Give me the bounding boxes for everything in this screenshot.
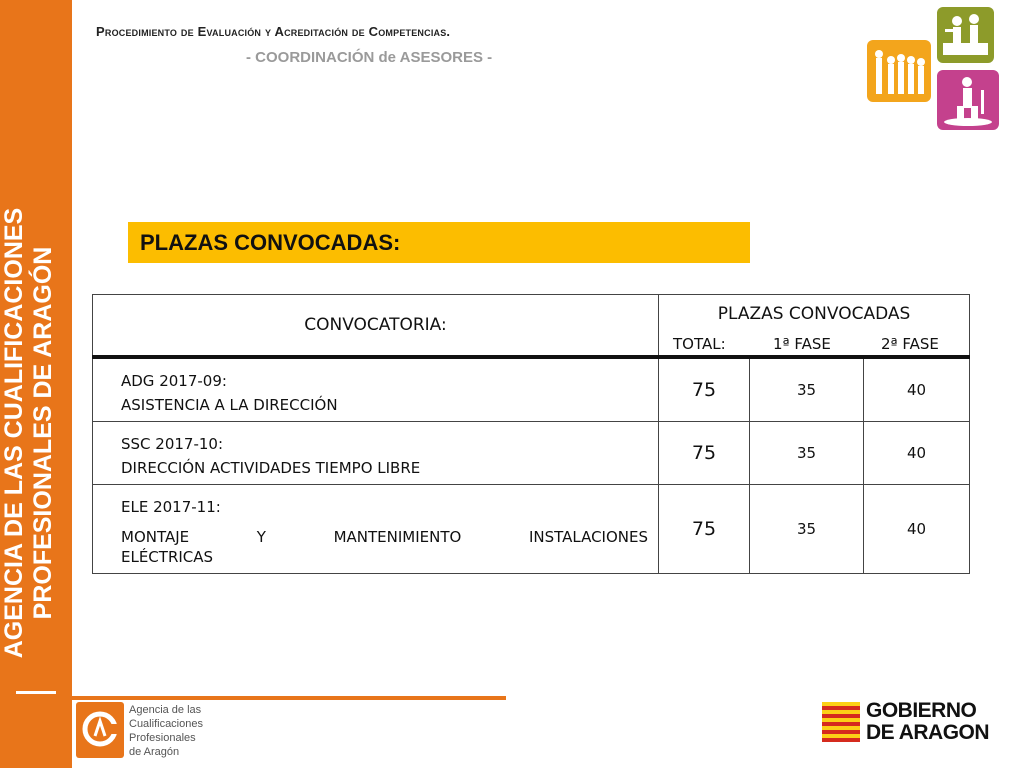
agency-line: de Aragón [129,746,180,758]
people-crowd-icon [867,40,931,102]
sidebar-title-line2: PROFESIONALES DE ARAGÓN [29,246,57,620]
fase1-value: 35 [750,422,864,485]
agency-line: Cualificaciones [129,718,203,730]
convocatoria-cell [93,485,659,574]
people-group-icon [937,7,994,63]
convocatoria-desc: ELÉCTRICAS [121,548,214,566]
agency-line: Agencia de las [129,704,202,716]
header-total: TOTAL: [673,335,726,353]
page-subtitle: - COORDINACIÓN de ASESORES - [246,49,493,66]
convocatoria-desc-main: MONTAJE Y MANTENIMIENTO INSTALACIONES [121,528,648,546]
convocatoria-code: ADG 2017-09: [121,372,227,390]
convocatoria-cell [93,357,659,422]
sidebar-vertical-title [0,173,72,693]
gobierno-line2: DE ARAGON [866,721,990,744]
page-title: Procedimiento de Evaluación y Acreditación de Competencias. [96,24,451,39]
fase1-value: 35 [750,485,864,574]
footer-divider [72,696,506,700]
convocatoria-desc: DIRECCIÓN ACTIVIDADES TIEMPO LIBRE [121,459,421,477]
aragon-flag-icon [822,702,860,742]
table-row [93,485,970,574]
fase1-value: 35 [750,357,864,422]
table-row [93,422,970,485]
sidebar-tick [16,691,56,694]
total-value: 75 [659,485,750,574]
convocatoria-code: ELE 2017-11: [121,498,221,516]
sidebar-title-line1: AGENCIA DE LAS CUALIFICACIONES [0,207,28,659]
fase2-value: 40 [864,485,970,574]
convocatoria-desc: ASISTENCIA A LA DIRECCIÓN [121,396,338,414]
fase2-value: 40 [864,357,970,422]
header-plazas-convocadas [659,295,970,358]
fase2-value: 40 [864,422,970,485]
agency-logo-text [129,703,203,759]
agency-line: Profesionales [129,732,196,744]
sidebar [0,0,72,768]
table-row [93,357,970,422]
section-title: PLAZAS CONVOCADAS: [140,230,401,255]
total-value: 75 [659,422,750,485]
plazas-table [92,294,970,574]
header-fase1: 1ª FASE [773,335,831,353]
header-fase2: 2ª FASE [881,335,939,353]
header-plazas-label: PLAZAS CONVOCADAS [717,304,911,324]
convocatoria-code: SSC 2017-10: [121,435,224,453]
worker-repair-icon [937,70,999,130]
header-convocatoria: CONVOCATORIA: [93,295,659,358]
convocatoria-cell [93,422,659,485]
gobierno-line1: GOBIERNO [866,699,977,722]
total-value: 75 [659,357,750,422]
table-header-row [93,295,970,358]
section-banner [128,222,750,263]
agency-logo-icon [76,702,124,758]
gobierno-logo-text [866,700,989,744]
